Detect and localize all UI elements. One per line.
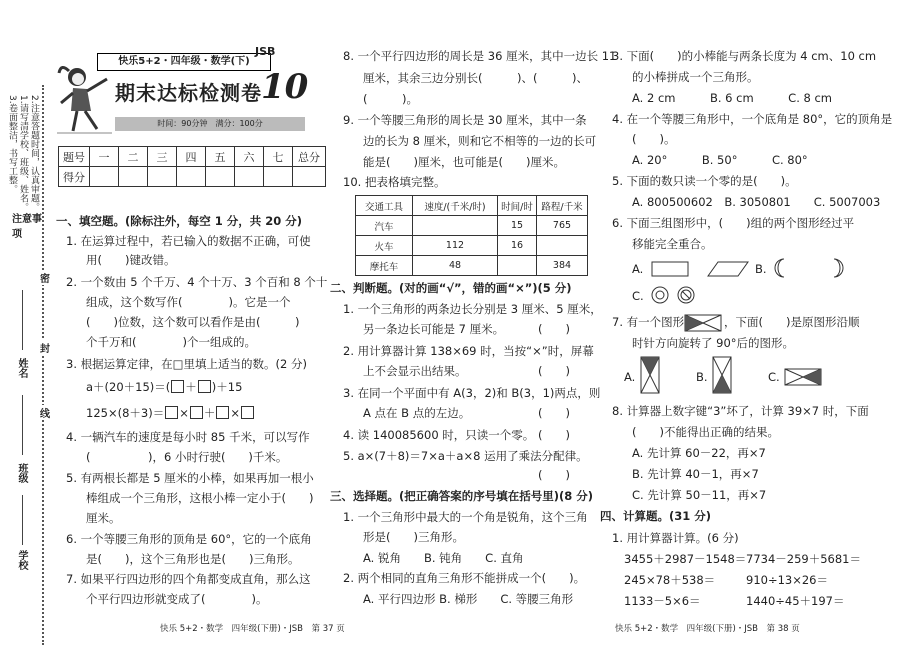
choice-1-line-2: 形是( )三角形。 <box>363 530 464 544</box>
time-score-info: 时间：90分钟 满分：100分 <box>115 117 305 131</box>
calc-item: 7734－259＋5681＝ <box>746 552 861 566</box>
q2-line-4: 个千万和( )个一组成的。 <box>86 335 256 349</box>
choice-7-option-a-shape <box>640 356 660 394</box>
calc-item: 245×78＋538＝ <box>624 573 716 587</box>
judge-4-line: 4. 读 140085600 时，只读一个零。 <box>343 428 535 442</box>
class-line[interactable] <box>22 395 23 455</box>
score-cell[interactable] <box>206 167 235 187</box>
eq1-part-a: a＋(20＋15)＝( <box>86 380 171 394</box>
choice-6-option-a-label: A. <box>632 262 644 276</box>
table-cell: 765 <box>537 216 588 236</box>
calc-item: 1440÷45＋197＝ <box>746 594 845 608</box>
q6-line-2: 是( )，这个三角形也是( )三角形。 <box>86 552 300 566</box>
choice-7-option-b-shape <box>712 356 732 394</box>
page-footer-right: 快乐 5+2・数学 四年级(下册)・JSB 第 38 页 <box>615 624 800 634</box>
choice-7-option-a-label: A. <box>624 370 636 384</box>
score-header-cell: 一 <box>90 147 119 167</box>
choice-4-line-1: 4. 在一个等腰三角形中，一个底角是 80°，它的顶角是 <box>612 112 893 126</box>
score-table-score-row <box>59 167 326 187</box>
vehicle-table-header <box>356 196 588 216</box>
q2-line-1: 2. 一个数由 5 个千万、4 个十万、3 个百和 8 个十 <box>66 275 328 289</box>
choice-8-option-b: B. 先计算 40－1，再×7 <box>632 467 759 481</box>
score-cell[interactable] <box>148 167 177 187</box>
score-header-cell: 四 <box>177 147 206 167</box>
choice-5-line: 5. 下面的数只读一个零的是( )。 <box>612 174 797 188</box>
eq2-times: × <box>179 406 189 420</box>
score-table <box>58 146 326 187</box>
q5-line-2: 棒组成一个三角形，这根小棒一定小于( ) <box>86 491 314 505</box>
choice-6-option-shapes <box>650 258 790 280</box>
score-header-cell: 题号 <box>59 147 90 167</box>
choice-6-option-b-shapes <box>770 256 860 280</box>
score-cell[interactable] <box>235 167 264 187</box>
choice-3-line-1: 3. 下面( )的小棒能与两条长度为 4 cm、10 cm <box>612 49 877 63</box>
choice-8-option-c: C. 先计算 50－11，再×7 <box>632 488 767 502</box>
series-label: 快乐5+2・四年级・数学(下) <box>97 53 271 71</box>
table-cell: 48 <box>413 256 498 276</box>
exam-header <box>55 45 315 140</box>
eq1-part-c: )＋15 <box>211 380 243 394</box>
choice-5-options: A. 800500602 B. 3050801 C. 5007003 <box>632 195 881 209</box>
q7-line-2: 个平行四边形就变成了( )。 <box>86 592 268 606</box>
column-header: 交通工具 <box>356 196 413 216</box>
q5-line-3: 厘米。 <box>86 511 121 525</box>
section-4-heading: 四、计算题。(31 分) <box>600 509 712 523</box>
table-cell: 摩托车 <box>356 256 413 276</box>
seal-mi: 密 <box>40 270 50 285</box>
calc-item: 3455＋2987－1548＝ <box>624 552 747 566</box>
choice-8-line-1: 8. 计算器上数字键“3”坏了，计算 39×7 时，下面 <box>612 404 869 418</box>
note-label: 注意事项 <box>12 214 42 240</box>
q3-line-1: 3. 根据运算定律，在□里填上适当的数。(2 分) <box>66 357 307 371</box>
choice-8-option-a: A. 先计算 60－22，再×7 <box>632 446 766 460</box>
score-header-cell: 五 <box>206 147 235 167</box>
q9-line-3: 能是( )厘米，也可能是( )厘米。 <box>363 155 565 169</box>
choice-1-options: A. 锐角 B. 钝角 C. 直角 <box>363 551 524 565</box>
q4-line-2: ( )，6 小时行驶( )千米。 <box>86 450 288 464</box>
score-row-label: 得分 <box>59 167 90 187</box>
eq2-plus: ＋ <box>203 406 216 420</box>
judge-answer-paren[interactable]: ( ) <box>538 322 570 336</box>
table-cell: 汽车 <box>356 216 413 236</box>
school-line[interactable] <box>22 495 23 545</box>
score-header-cell: 二 <box>119 147 148 167</box>
seal-xian: 线 <box>40 405 50 420</box>
choice-2-options: A. 平行四边形 B. 梯形 C. 等腰三角形 <box>363 592 574 606</box>
judge-2-line-2: 上不会显示出结果。 <box>363 364 467 378</box>
table-cell[interactable] <box>413 216 498 236</box>
page-footer-left: 快乐 5+2・数学 四年级(下册)・JSB 第 37 页 <box>160 624 345 634</box>
judge-3-line-2: A 点在 B 点的左边。 <box>363 406 471 420</box>
seal-feng: 封 <box>40 340 50 355</box>
choice-2-line: 2. 两个相同的直角三角形不能拼成一个( )。 <box>343 571 586 585</box>
choice-4-options: A. 20° B. 50° C. 80° <box>632 153 808 167</box>
table-cell: 384 <box>537 256 588 276</box>
q8-line-2: 厘米，其余三边分别长( )、( )、 <box>363 71 588 85</box>
table-cell[interactable] <box>498 256 537 276</box>
table-cell: 15 <box>498 216 537 236</box>
score-table-header-row <box>59 147 326 167</box>
class-label: 班级 <box>16 463 27 483</box>
column-header: 速度/(千米/时) <box>413 196 498 216</box>
q4-line-1: 4. 一辆汽车的速度是每小时 85 千米，可以写作 <box>66 430 310 444</box>
crescent-shape <box>834 259 843 277</box>
eq1-part-b: ＋ <box>185 380 197 394</box>
score-header-cell: 六 <box>235 147 264 167</box>
choice-7-option-b-label: B. <box>696 370 708 384</box>
q9-line-1: 9. 一个等腰三角形的周长是 30 厘米，其中一条 <box>343 113 587 127</box>
choice-3-options: A. 2 cm B. 6 cm C. 8 cm <box>632 91 833 105</box>
choice-7-line-1b: ，下面( )是原图形沿顺 <box>724 315 860 329</box>
q5-line-1: 5. 有两根长都是 5 厘米的小棒，如果再加一根小 <box>66 471 314 485</box>
eq2-times: × <box>230 406 240 420</box>
school-label: 学校 <box>16 550 27 570</box>
column-header: 路程/千米 <box>537 196 588 216</box>
choice-6-option-c-shapes <box>650 284 710 306</box>
choice-7-line-1a: 7. 有一个图形 <box>612 315 685 329</box>
answer-box[interactable] <box>190 406 203 419</box>
rectangle-shape <box>652 262 688 276</box>
score-cell[interactable] <box>119 167 148 187</box>
score-header-cell: 七 <box>264 147 293 167</box>
original-figure-shape <box>684 314 722 332</box>
q3-equation-2 <box>86 404 255 422</box>
note-2: 2.注意答题时间，认真审题。 <box>29 95 39 212</box>
jsb-mark: JSB <box>255 45 276 58</box>
note-1: 1.请写清学校、班级、姓名。 <box>18 95 28 212</box>
choice-6-option-c-label: C. <box>632 289 644 303</box>
judge-answer-paren[interactable]: ( ) <box>538 364 570 378</box>
exam-number: 10 <box>261 67 309 107</box>
judge-1-line-2: 另一条边长可能是 7 厘米。 <box>363 322 505 336</box>
exam-title: 期末达标检测卷 <box>115 81 262 105</box>
judge-5-line: 5. a×(7＋8)＝7×a＋a×8 运用了乘法分配律。 <box>343 449 588 463</box>
judge-answer-paren[interactable]: ( ) <box>538 406 570 420</box>
q10-line: 10. 把表格填完整。 <box>343 175 446 189</box>
table-cell[interactable] <box>537 236 588 256</box>
choice-6-option-b-label: B. <box>755 262 767 276</box>
note-3: 3.卷面整洁，书写工整。 <box>7 95 17 194</box>
answer-box[interactable] <box>171 380 184 393</box>
fold-dotted-line <box>42 85 44 645</box>
table-row <box>356 256 588 276</box>
score-header-cell: 三 <box>148 147 177 167</box>
section-2-heading: 二、判断题。(对的画“√”，错的画“×”)(5 分) <box>330 281 572 295</box>
calc-item: 910÷13×26＝ <box>746 573 828 587</box>
q8-line-1: 8. 一个平行四边形的周长是 36 厘米，其中一边长 11 <box>343 49 617 63</box>
choice-7-option-c-label: C. <box>768 370 780 384</box>
choice-4-line-2: ( )。 <box>632 132 676 146</box>
binding-strip <box>0 40 50 640</box>
score-cell[interactable] <box>90 167 119 187</box>
name-line[interactable] <box>22 290 23 350</box>
q9-line-2: 边的长为 8 厘米，则和它不相等的一边的长可 <box>363 134 597 148</box>
q3-equation-1 <box>86 378 242 396</box>
calc-item: 1133－5×6＝ <box>624 594 701 608</box>
choice-1-line-1: 1. 一个三角形中最大的一个角是锐角，这个三角 <box>343 510 588 524</box>
table-cell: 火车 <box>356 236 413 256</box>
q7-line-1: 7. 如果平行四边形的四个角都变成直角，那么这 <box>66 572 311 586</box>
choice-8-line-2: ( )不能得出正确的结果。 <box>632 425 779 439</box>
choice-6-line-1: 6. 下面三组图形中，( )组的两个图形经过平 <box>612 216 855 230</box>
judge-3-line-1: 3. 在同一个平面中有 A(3，2)和 B(3，1)两点，则 <box>343 386 601 400</box>
table-row <box>356 216 588 236</box>
score-cell[interactable] <box>264 167 293 187</box>
choice-7-line-2: 时针方向旋转了 90°后的图形。 <box>632 336 795 350</box>
judge-1-line-1: 1. 一个三角形的两条边长分别是 3 厘米、5 厘米， <box>343 302 602 316</box>
score-header-cell: 总分 <box>293 147 326 167</box>
judge-answer-paren[interactable]: ( ) <box>538 428 570 442</box>
judge-2-line-1: 2. 用计算器计算 138×69 时，当按“×”时，屏幕 <box>343 344 594 358</box>
answer-box[interactable] <box>216 406 229 419</box>
q1-line-1: 1. 在运算过程中，若已输入的数据不正确，可使 <box>66 234 311 248</box>
name-label: 姓名 <box>16 358 27 378</box>
q2-line-2: 组成，这个数写作( )。它是一个 <box>86 295 291 309</box>
answer-box[interactable] <box>165 406 178 419</box>
q6-line-1: 6. 一个等腰三角形的顶角是 60°，它的一个底角 <box>66 532 312 546</box>
judge-answer-paren[interactable]: ( ) <box>538 468 570 482</box>
column-header: 时间/时 <box>498 196 537 216</box>
q1-line-2: 用( )键改错。 <box>86 253 176 267</box>
crescent-shape <box>775 259 784 277</box>
table-cell: 112 <box>413 236 498 256</box>
answer-box[interactable] <box>198 380 211 393</box>
table-cell: 16 <box>498 236 537 256</box>
q8-line-3: ( )。 <box>363 92 418 106</box>
calc-1-sub-heading: 1. 用计算器计算。(6 分) <box>612 531 739 545</box>
choice-6-line-2: 移能完全重合。 <box>632 237 713 251</box>
section-3-heading: 三、选择题。(把正确答案的序号填在括号里)(8 分) <box>330 489 594 503</box>
answer-box[interactable] <box>241 406 254 419</box>
section-1-heading: 一、填空题。(除标注外，每空 1 分，共 20 分) <box>56 214 303 228</box>
choice-3-line-2: 的小棒拼成一个三角形。 <box>632 70 759 84</box>
cartoon-girl-figure <box>57 63 112 135</box>
vehicle-table <box>355 195 588 276</box>
table-row <box>356 236 588 256</box>
eq2-part-a: 125×(8＋3)＝ <box>86 406 165 420</box>
score-cell[interactable] <box>177 167 206 187</box>
q2-line-3: ( )位数，这个数可以看作是由( ) <box>86 315 300 329</box>
score-cell[interactable] <box>293 167 326 187</box>
parallelogram-shape <box>708 262 748 276</box>
choice-7-option-c-shape <box>784 368 822 386</box>
